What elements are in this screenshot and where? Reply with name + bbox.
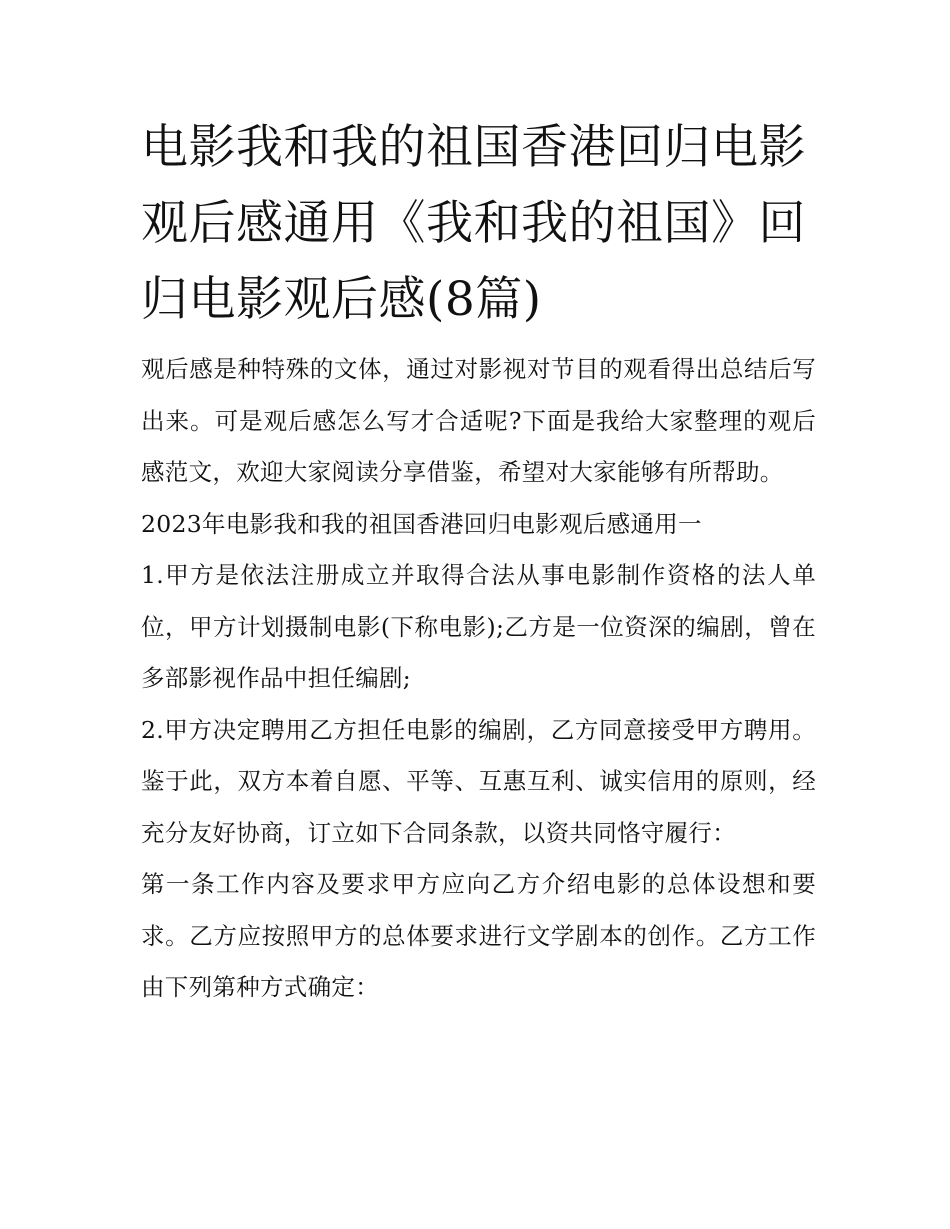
- section-heading: 2023年电影我和我的祖国香港回归电影观后感通用一: [141, 509, 702, 538]
- intro-paragraph: 观后感是种特殊的文体，通过对影视对节目的观看得出总结后写出来。可是观后感怎么写才合适呢?下面是我给大家整理的观后感范文，欢迎大家阅读分享借鉴，希望对大家能够有所帮助。: [141, 355, 816, 486]
- clause-paragraph-2: 2.甲方决定聘用乙方担任电影的编剧，乙方同意接受甲方聘用。鉴于此，双方本着自愿、平等、互惠互利、诚实信用的原则，经充分友好协商，订立如下合同条款，以资共同恪守履行：: [141, 715, 816, 847]
- document-body: [141, 110, 816, 1014]
- article-one-paragraph: 第一条工作内容及要求甲方应向乙方介绍电影的总体设想和要求。乙方应按照甲方的总体要求进行文学剧本的创作。乙方工作由下列第种方式确定：: [141, 870, 816, 1001]
- document-title: 电影我和我的祖国香港回归电影观后感通用《我和我的祖国》回归电影观后感(8篇): [141, 120, 806, 327]
- clause-paragraph-1: 1.甲方是依法注册成立并取得合法从事电影制作资格的法人单位，甲方计划摄制电影(下称电影);乙方是一位资深的编剧，曾在多部影视作品中担任编剧;: [141, 561, 816, 692]
